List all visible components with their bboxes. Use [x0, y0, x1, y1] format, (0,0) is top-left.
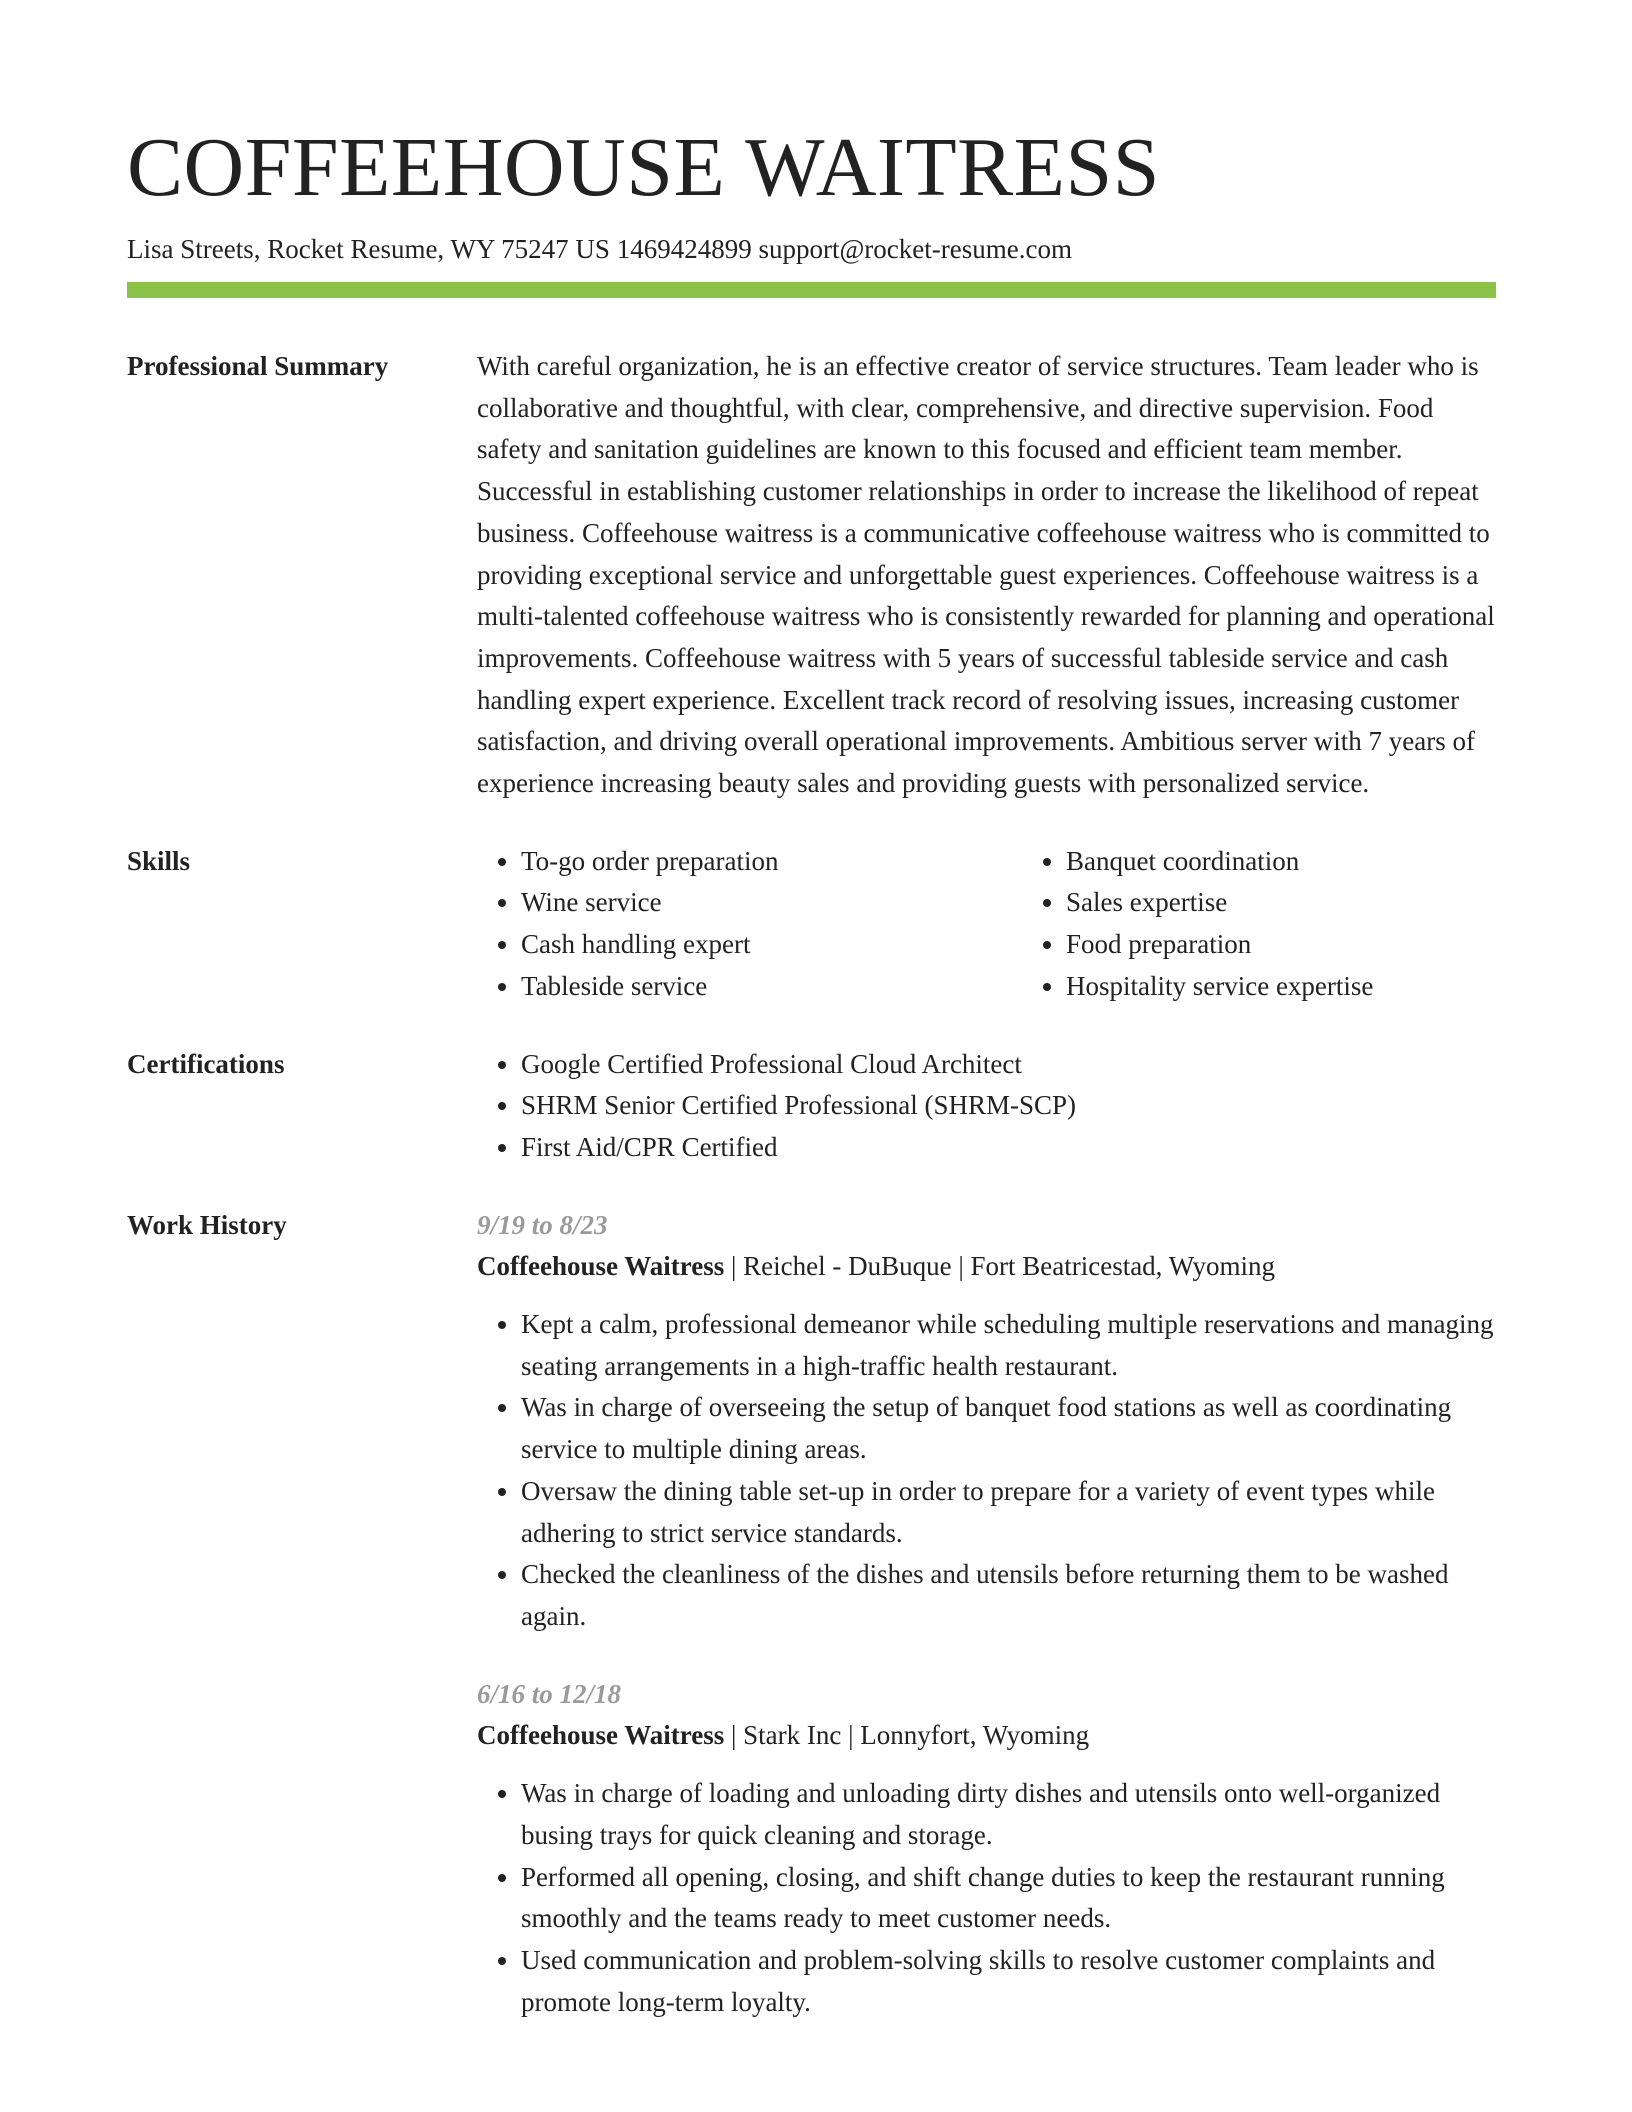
job-details: | Stark Inc | Lonnyfort, Wyoming — [724, 1720, 1090, 1751]
job-header — [477, 1715, 1496, 1757]
summary-text: With careful organization, he is an effective creator of service structures. Team leader who is collaborative and thoughtful, with clear, comprehensive, and directive supervision. Food safety and sanitation guidelines are known to this focused and efficient team member. Successful in establishing customer relationships in order to increase the likelihood of repeat business. Coffeehouse waitress is a communicative coffeehouse waitress who is committed to providing exceptional service and unforgettable guest experiences. Coffeehouse waitress is a multi-talented coffeehouse waitress who is consistently rewarded for planning and operational improvements. Coffeehouse waitress with 5 years of successful tableside service and cash handling expert experience. Excellent track record of resolving issues, increasing customer satisfaction, and driving overall operational improvements. Ambitious server with 7 years of experience increasing beauty sales and providing guests with personalized service. — [477, 351, 1495, 799]
job-duty: • Oversaw the dining table set-up in order to prepare for a variety of event types while adhering to strict service standards. — [521, 1471, 1496, 1554]
skill-item: • Tableside service — [521, 966, 1022, 1008]
skill-item: • Cash handling expert — [521, 924, 1022, 966]
section-label: Professional Summary — [127, 351, 389, 381]
skill-item: • Banquet coordination — [1066, 841, 1496, 883]
contact-info: Lisa Streets, Rocket Resume, WY 75247 US 1469424899 support@rocket-resume.com — [127, 234, 1072, 264]
skill-item: • Hospitality service expertise — [1066, 966, 1496, 1008]
certification-item: • First Aid/CPR Certified — [521, 1127, 1496, 1169]
accent-divider — [127, 282, 1496, 298]
job-duty: • Checked the cleanliness of the dishes and utensils before returning them to be washed again. — [521, 1554, 1496, 1637]
job-duty: • Used communication and problem-solving skills to resolve customer complaints and promote long-term loyalty. — [521, 1940, 1496, 2023]
job-duties-list — [477, 1304, 1496, 1638]
skills-section — [127, 841, 1496, 1008]
certifications-list — [477, 1044, 1496, 1169]
job-header — [477, 1246, 1496, 1288]
certification-item: • SHRM Senior Certified Professional (SHRM-SCP) — [521, 1085, 1496, 1127]
resume-page — [127, 118, 1496, 2023]
certification-item: • Google Certified Professional Cloud Architect — [521, 1044, 1496, 1086]
job-duty: • Kept a calm, professional demeanor while scheduling multiple reservations and managing seating arrangements in a high-traffic health restaurant. — [521, 1304, 1496, 1387]
job-details: | Reichel - DuBuque | Fort Beatricestad, Wyoming — [724, 1251, 1276, 1282]
job-entry — [477, 1674, 1496, 2024]
job-dates: 6/16 to 12/18 — [477, 1678, 622, 1709]
job-title: Coffeehouse Waitress — [477, 1720, 725, 1751]
job-duties-list — [477, 1773, 1496, 2023]
summary-section — [127, 346, 1496, 805]
resume-name: COFFEEHOUSE WAITRESS — [127, 121, 1160, 214]
certifications-section — [127, 1044, 1496, 1169]
job-duty: • Performed all opening, closing, and shift change duties to keep the restaurant running smoothly and the teams ready to meet customer needs. — [521, 1857, 1496, 1940]
skill-item: • Food preparation — [1066, 924, 1496, 966]
job-duty: • Was in charge of loading and unloading dirty dishes and utensils onto well-organized busing trays for quick cleaning and storage. — [521, 1773, 1496, 1856]
skills-list-right — [1022, 841, 1496, 1008]
section-label: Certifications — [127, 1048, 285, 1079]
job-entry — [477, 1205, 1496, 1638]
section-label: Work History — [127, 1209, 287, 1240]
job-title: Coffeehouse Waitress — [477, 1251, 725, 1282]
skill-item: • Wine service — [521, 882, 1022, 924]
job-dates: 9/19 to 8/23 — [477, 1209, 608, 1240]
section-label: Skills — [127, 845, 191, 876]
skill-item: • To-go order preparation — [521, 841, 1022, 883]
skills-list-left — [477, 841, 1022, 1008]
skill-item: • Sales expertise — [1066, 882, 1496, 924]
job-duty: • Was in charge of overseeing the setup of banquet food stations as well as coordinating service to multiple dining areas. — [521, 1387, 1496, 1470]
work-history-section — [127, 1205, 1496, 2024]
